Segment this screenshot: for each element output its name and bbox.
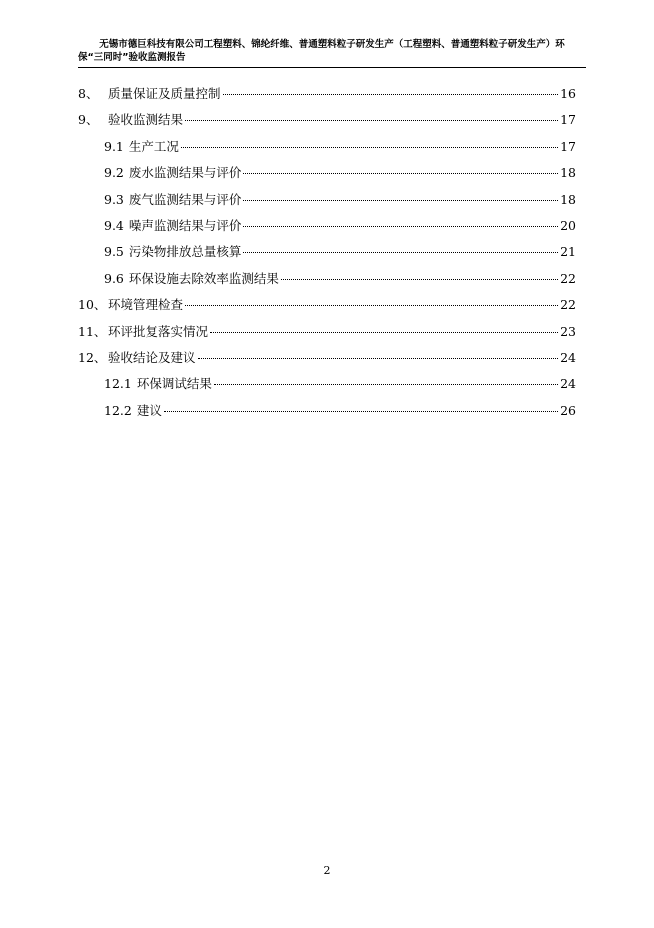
- toc-leader-dots: [181, 147, 558, 148]
- toc-leader-dots: [185, 120, 558, 121]
- toc-leader-dots: [281, 279, 558, 280]
- toc-leader-dots: [243, 252, 558, 253]
- toc-entry-9-6[interactable]: [78, 269, 576, 295]
- toc-entry-number: 12.1: [104, 376, 132, 392]
- toc-entry-title: 环境管理检查: [108, 297, 184, 313]
- toc-entry-number: 9.3: [104, 191, 124, 207]
- toc-entry-number: 12.2: [104, 402, 132, 418]
- toc-leader-dots: [243, 173, 558, 174]
- toc-entry-number: 9.4: [104, 217, 124, 233]
- toc-entry-page: 20: [560, 217, 576, 233]
- toc-entry-9-5[interactable]: [78, 242, 576, 268]
- header-rule: [78, 67, 586, 68]
- toc-entry-title: 验收结论及建议: [108, 349, 196, 365]
- table-of-contents: [78, 84, 576, 427]
- toc-entry-page: 18: [560, 165, 576, 181]
- toc-entry-number: 12、: [78, 349, 107, 365]
- running-header: [78, 38, 586, 64]
- toc-entry-page: 17: [560, 112, 576, 128]
- toc-entry-number: 8、: [78, 86, 99, 101]
- toc-entry-number: 10、: [78, 297, 107, 313]
- toc-entry-9-3[interactable]: [78, 190, 576, 216]
- toc-entry-9-4[interactable]: [78, 216, 576, 242]
- toc-entry-page: 21: [560, 244, 576, 260]
- toc-entry-title: 生产工况: [128, 138, 179, 154]
- toc-entry-9-2[interactable]: [78, 163, 576, 189]
- toc-entry-title: 废气监测结果与评价: [128, 191, 242, 207]
- toc-entry-9[interactable]: [78, 110, 576, 136]
- toc-entry-12-1[interactable]: [78, 374, 576, 400]
- header-line-1: 无锡市德巨科技有限公司工程塑料、锦纶纤维、普通塑料粒子研发生产（工程塑料、普通塑料粒子研发生产）环: [99, 39, 565, 50]
- toc-entry-page: 18: [560, 191, 576, 207]
- toc-entry-page: 16: [560, 86, 576, 101]
- toc-entry-title: 质量保证及质量控制: [108, 86, 221, 101]
- toc-entry-number: 11、: [78, 323, 107, 339]
- toc-entry-title: 环评批复落实情况: [108, 323, 209, 339]
- toc-entry-8[interactable]: [78, 84, 576, 110]
- toc-entry-title: 建议: [136, 402, 162, 418]
- toc-entry-page: 22: [560, 297, 576, 313]
- toc-entry-12[interactable]: [78, 348, 576, 374]
- header-line-2: 保“三同时”验收监测报告: [78, 52, 186, 63]
- toc-entry-10[interactable]: [78, 295, 576, 321]
- toc-entry-title: 污染物排放总量核算: [128, 244, 242, 260]
- toc-entry-title: 环保设施去除效率监测结果: [128, 270, 279, 286]
- toc-entry-12-2[interactable]: [78, 401, 576, 427]
- page-number: 2: [323, 864, 331, 877]
- toc-entry-number: 9.2: [104, 165, 124, 181]
- toc-entry-title: 验收监测结果: [108, 112, 184, 128]
- toc-entry-title: 噪声监测结果与评价: [128, 217, 242, 233]
- toc-leader-dots: [210, 332, 558, 333]
- toc-entry-page: 17: [560, 138, 576, 154]
- toc-leader-dots: [243, 200, 558, 201]
- toc-entry-9-1[interactable]: [78, 137, 576, 163]
- toc-leader-dots: [185, 305, 558, 306]
- toc-leader-dots: [223, 94, 559, 95]
- toc-entry-number: 9.5: [104, 244, 124, 260]
- toc-entry-page: 24: [560, 376, 576, 392]
- toc-entry-11[interactable]: [78, 322, 576, 348]
- toc-entry-page: 22: [560, 270, 576, 286]
- toc-leader-dots: [243, 226, 558, 227]
- toc-entry-page: 24: [560, 349, 576, 365]
- toc-entry-number: 9.1: [104, 138, 124, 154]
- toc-leader-dots: [198, 358, 559, 359]
- toc-entry-title: 废水监测结果与评价: [128, 165, 242, 181]
- toc-entry-page: 23: [560, 323, 576, 339]
- toc-leader-dots: [164, 411, 558, 412]
- toc-entry-number: 9、: [78, 112, 99, 128]
- toc-entry-number: 9.6: [104, 270, 124, 286]
- toc-entry-title: 环保调试结果: [136, 376, 212, 392]
- toc-leader-dots: [214, 384, 558, 385]
- toc-entry-page: 26: [560, 402, 576, 418]
